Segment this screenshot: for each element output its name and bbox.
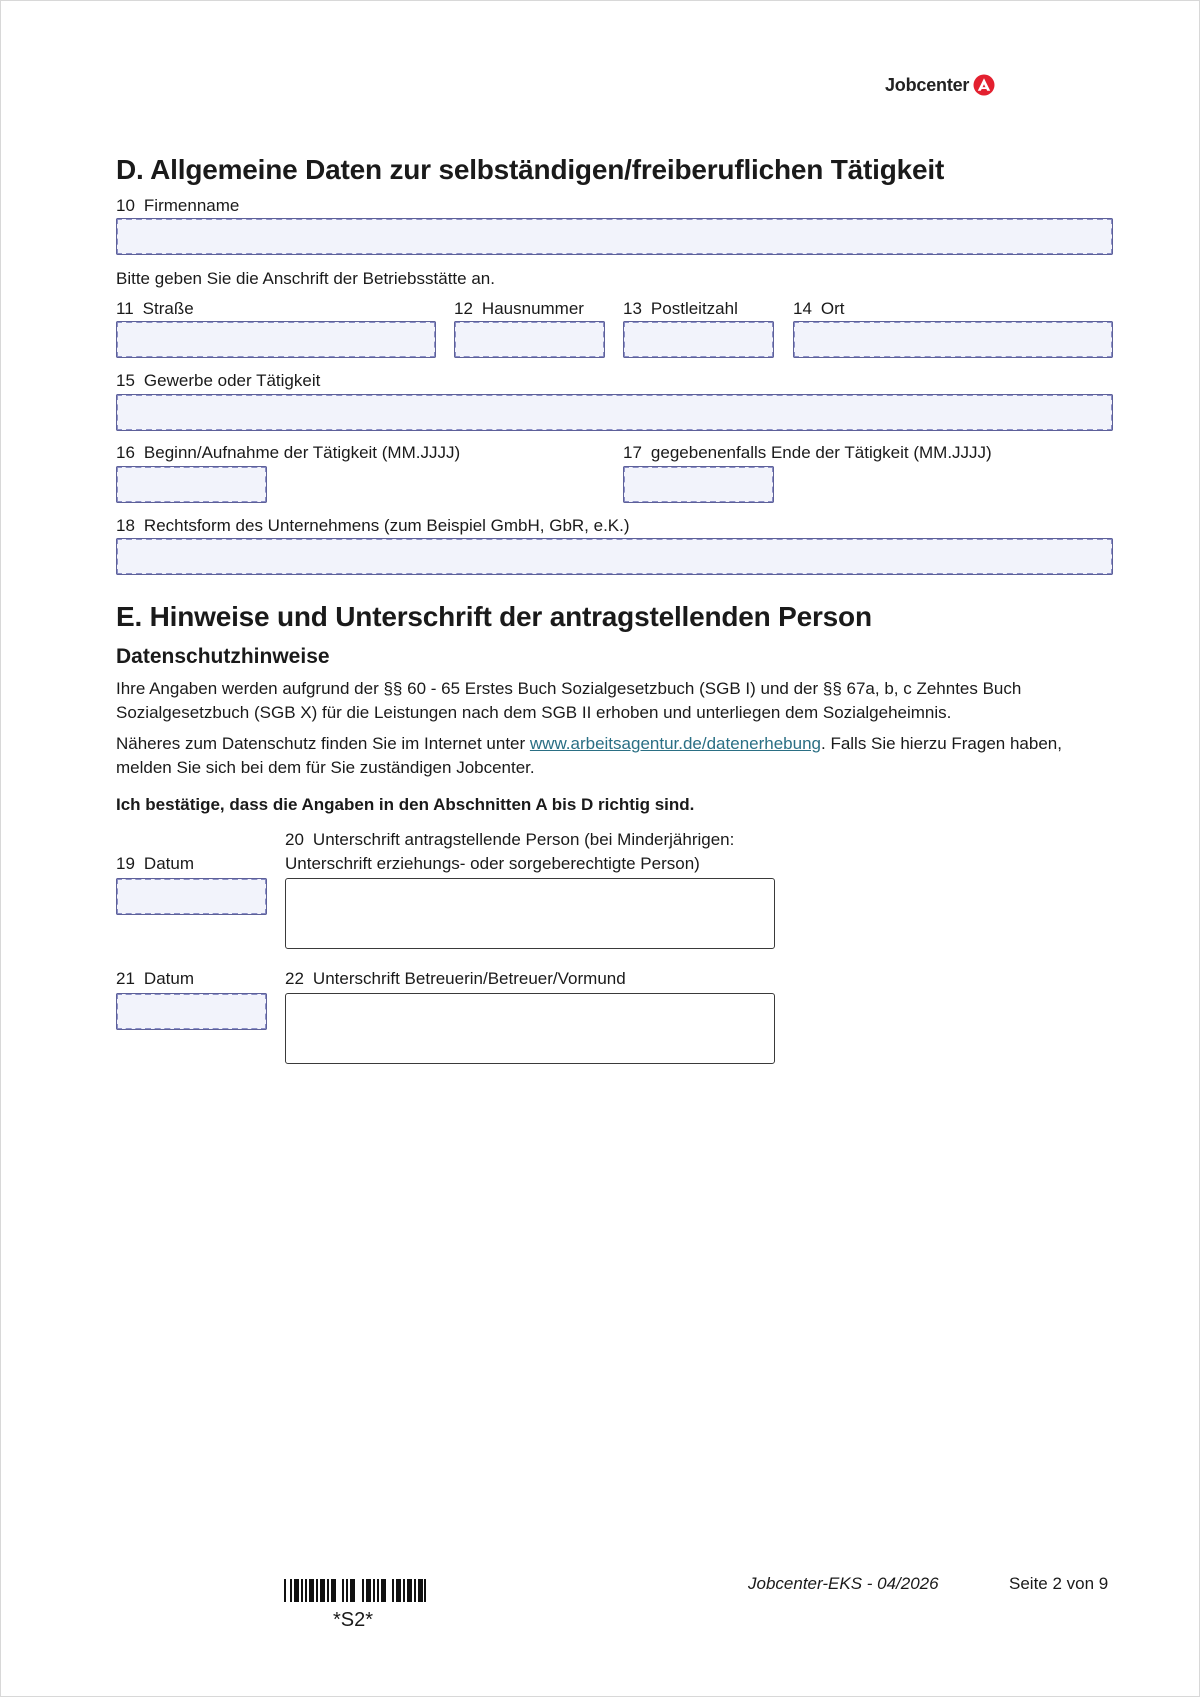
jobcenter-logo — [885, 74, 995, 96]
unterschrift-1-label-line2: Unterschrift erziehungs- oder sorgeberechtigte Person) — [285, 854, 700, 873]
logo-text: Jobcenter — [885, 74, 970, 95]
ende-field[interactable] — [623, 466, 774, 503]
datum-2-field[interactable] — [116, 993, 267, 1030]
rechtsform-label: 18 Rechtsform des Unternehmens (zum Beispiel GmbH, GbR, e.K.) — [116, 516, 630, 535]
hausnummer-label: 12 Hausnummer — [454, 299, 584, 318]
datum-2-label: 21 Datum — [116, 969, 194, 988]
unterschrift-1-box[interactable] — [285, 878, 775, 949]
section-e-title: E. Hinweise und Unterschrift der antragstellenden Person — [116, 601, 872, 632]
ort-label: 14 Ort — [793, 299, 845, 318]
ende-label: 17 gegebenenfalls Ende der Tätigkeit (MM.JJJJ) — [623, 443, 992, 462]
datenerhebung-link[interactable]: www.arbeitsagentur.de/datenerhebung — [529, 734, 821, 753]
hausnummer-field[interactable] — [454, 321, 605, 358]
beginn-label: 16 Beginn/Aufnahme der Tätigkeit (MM.JJJJ) — [116, 443, 461, 462]
barcode-icon — [284, 1579, 426, 1602]
gewerbe-label: 15 Gewerbe oder Tätigkeit — [116, 371, 321, 390]
address-hint: Bitte geben Sie die Anschrift der Betriebsstätte an. — [116, 269, 495, 288]
section-d-title: D. Allgemeine Daten zur selbständigen/freiberuflichen Tätigkeit — [116, 154, 945, 185]
unterschrift-1-label-line1: 20 Unterschrift antragstellende Person (bei Minderjährigen: — [285, 830, 735, 849]
datum-1-label: 19 Datum — [116, 854, 194, 873]
beginn-field[interactable] — [116, 466, 267, 503]
postleitzahl-label: 13 Postleitzahl — [623, 299, 738, 318]
unterschrift-2-box[interactable] — [285, 993, 775, 1064]
confirmation-statement: Ich bestätige, dass die Angaben in den Abschnitten A bis D richtig sind. — [116, 795, 695, 814]
datenschutz-paragraph-1: Ihre Angaben werden aufgrund der §§ 60 - 65 Erstes Buch Sozialgesetzbuch (SGB I) und der §§ 67a, b, c Zehntes Buch Sozialgesetzbuch (SGB X) für die Leistungen nach dem SGB II erhoben und unterliegen dem Sozialgeheimnis. — [116, 679, 1022, 722]
firmenname-field[interactable] — [116, 218, 1113, 255]
datenschutz-paragraph-2: Näheres zum Datenschutz finden Sie im Internet unter www.arbeitsagentur.de/datenerhebung. Falls Sie hierzu Fragen haben, melden Sie sich bei dem für Sie zuständigen Jobcenter. — [116, 734, 1062, 777]
unterschrift-2-label: 22 Unterschrift Betreuerin/Betreuer/Vormund — [285, 969, 626, 988]
gewerbe-field[interactable] — [116, 394, 1113, 431]
datum-1-field[interactable] — [116, 878, 267, 915]
rechtsform-field[interactable] — [116, 538, 1113, 575]
form-code: Jobcenter-EKS - 04/2026 — [748, 1574, 939, 1593]
page-number: Seite 2 von 9 — [1009, 1574, 1109, 1593]
ort-field[interactable] — [793, 321, 1113, 358]
datenschutz-subtitle: Datenschutzhinweise — [116, 645, 330, 668]
jobcenter-a-logo-icon — [973, 74, 995, 96]
strasse-field[interactable] — [116, 321, 436, 358]
postleitzahl-field[interactable] — [623, 321, 774, 358]
firmenname-label: 10 Firmenname — [116, 196, 240, 215]
strasse-label: 11 Straße — [116, 299, 194, 318]
barcode-label: *S2* — [333, 1609, 374, 1631]
